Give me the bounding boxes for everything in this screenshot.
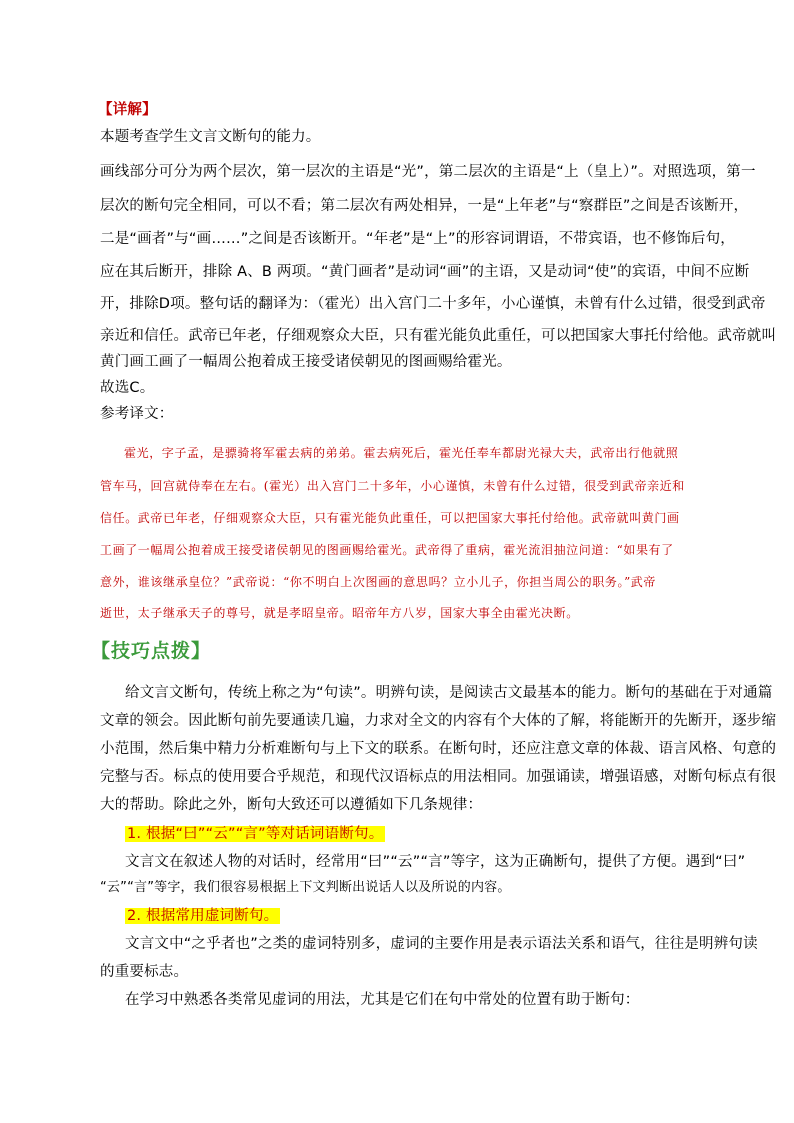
tips-intro-line: 小范围，然后集中精力分析难断句与上下文的联系。在断句时，还应注意文章的体裁、语言风格、句意的: [100, 741, 777, 757]
tips-intro-line: 完整与否。标点的使用要合乎规范，和现代汉语标点的用法相同。加强诵读，增强语感，对断句标点有很: [100, 769, 777, 785]
detail-line: 应在其后断开，排除 A、B 两项。“黄门画者”是动词“画”的主语，又是动词“使”的宾语，中间不应断: [100, 264, 750, 280]
translation-line: 信任。武帝已年老，仔细观察众大臣，只有霍光能负此重任，可以把国家大事托付给他。武帝就叫黄门画: [100, 511, 680, 525]
rule-1-heading: [125, 824, 385, 844]
tips-intro-line: 大的帮助。除此之外，断句大致还可以遵循如下几条规律：: [100, 797, 483, 813]
translation-line: 意外，谁该继承皇位？”武帝说：“你不明白上次图画的意思吗？立小儿子，你担当周公的职务。”武帝: [100, 575, 657, 589]
tips-intro-line: 文章的领会。因此断句前先要通读几遍，力求对全文的内容有个大体的了解，将能断开的先断开，逐步缩: [100, 713, 777, 729]
tips-section-title: 【技巧点拨】: [91, 640, 212, 662]
rule-2-line: 的重要标志。: [100, 964, 189, 980]
rule-1-line: “云”“言”等字，我们很容易根据上下文判断出说话人以及所说的内容。: [100, 880, 511, 895]
tips-intro-line: 给文言文断句，传统上称之为“句读”。明辨句读，是阅读古文最基本的能力。断句的基础在于对通篇: [125, 685, 773, 701]
reference-label: 参考译文：: [100, 406, 174, 422]
rule-1-highlight: 1. 根据“曰”“云”“言”等对话词语断句。: [127, 826, 384, 842]
rule-2-heading: [125, 906, 280, 926]
rule-2-line: 文言文中“之乎者也”之类的虚词特别多，虚词的主要作用是表示语法关系和语气，往往是明辨句读: [125, 936, 758, 952]
translation-line: 霍光，字子孟，是骠骑将军霍去病的弟弟。霍去病死后，霍光任奉车都尉光禄大夫，武帝出行他就照: [124, 446, 679, 460]
translation-line: 管车马，回宫就侍奉在左右。(霍光）出入宫门二十多年，小心谨慎，未曾有什么过错，很受到武帝亲近和: [100, 479, 685, 493]
detail-heading: 【详解】: [98, 102, 157, 118]
detail-line: 层次的断句完全相同，可以不看；第二层次有两处相异，一是“上年老”与“察群臣”之间是否该断开，: [100, 198, 749, 214]
translation-line: 逝世，太子继承天子的尊号，就是孝昭皇帝。昭帝年方八岁，国家大事全由霍光决断。: [100, 606, 579, 620]
rule-2-line: 在学习中熟悉各类常见虚词的用法，尤其是它们在句中常处的位置有助于断句：: [125, 992, 640, 1008]
detail-line: 二是“画者”与“画……”之间是否该断开。“年老”是“上”的形容词谓语，不带宾语，也不修饰后句，: [100, 231, 735, 247]
answer-line: 故选C。: [100, 380, 155, 396]
detail-line: 本题考查学生文言文断句的能力。: [100, 129, 321, 145]
translation-line: 工画了一幅周公抱着成王接受诸侯朝见的图画赐给霍光。武帝得了重病，霍光流泪抽泣问道：“如果有了: [100, 543, 674, 557]
detail-line: 画线部分可分为两个层次，第一层次的主语是“光”，第二层次的主语是“上（皇上）”。对照选项，第一: [100, 164, 756, 180]
detail-line: 亲近和信任。武帝已年老，仔细观察众大臣，只有霍光能负此重任，可以把国家大事托付给他。武帝就叫: [100, 328, 777, 344]
detail-line: 黄门画工画了一幅周公抱着成王接受诸侯朝见的图画赐给霍光。: [100, 354, 512, 370]
rule-1-line: 文言文在叙述人物的对话时，经常用“曰”“云”“言”等字，这为正确断句，提供了方便。遇到“曰”: [125, 854, 746, 870]
detail-line: 开，排除D项。整句话的翻译为：（霍光）出入宫门二十多年，小心谨慎，未曾有什么过错，很受到武帝: [100, 296, 766, 312]
rule-2-highlight: 2. 根据常用虚词断句。: [127, 908, 279, 924]
